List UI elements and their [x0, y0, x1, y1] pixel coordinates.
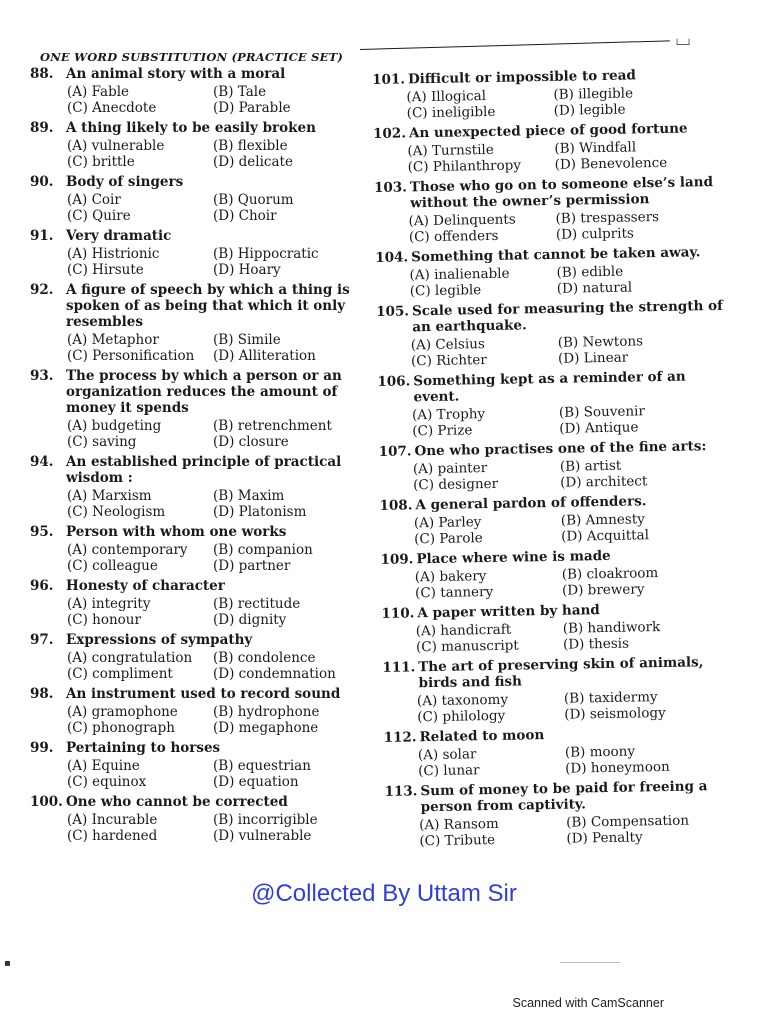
question-number: 100.	[30, 794, 63, 810]
question-item	[382, 654, 739, 726]
question-number: 88.	[30, 66, 54, 82]
question-text: Place where wine is made	[416, 547, 611, 568]
answer-option: (A) Fable	[67, 84, 130, 100]
question-item	[380, 546, 737, 602]
answer-option: (C) tannery	[414, 583, 494, 602]
question-number: 112.	[383, 729, 417, 746]
answer-options	[67, 596, 365, 628]
answer-option: (D) Benevolence	[554, 154, 668, 173]
answer-option: (B) Simile	[213, 332, 281, 348]
answer-option: (B) companion	[213, 542, 313, 558]
answer-option: (D) condemnation	[213, 666, 336, 682]
question-line	[30, 282, 365, 330]
answer-option: (C) equinox	[67, 774, 147, 790]
question-item	[30, 174, 365, 224]
question-line	[30, 740, 365, 756]
corner-mark: └─┘	[674, 40, 693, 51]
answer-options	[419, 812, 742, 850]
answer-option: (A) Marxism	[67, 488, 152, 504]
question-text: The process by which a person or an organization reduces the amount of money it spends	[66, 368, 342, 416]
answer-options	[414, 510, 737, 548]
answer-options	[416, 618, 739, 656]
question-number: 92.	[30, 282, 54, 298]
answer-option: (D) Linear	[557, 349, 629, 367]
answer-option: (C) Neologism	[67, 504, 166, 520]
answer-option: (A) taxonomy	[416, 691, 509, 710]
question-line	[377, 368, 734, 406]
answer-option: (B) cloakroom	[561, 565, 659, 583]
answer-option: (C) manuscript	[415, 637, 519, 656]
question-number: 91.	[30, 228, 54, 244]
answer-option: (B) equestrian	[213, 758, 311, 774]
scan-artifact-line	[560, 962, 620, 963]
question-line	[30, 794, 365, 810]
question-number: 106.	[377, 373, 411, 390]
answer-option: (B) condolence	[213, 650, 316, 666]
answer-option: (A) Incurable	[67, 812, 158, 828]
question-line	[30, 578, 365, 594]
answer-options	[418, 742, 741, 780]
answer-options	[67, 332, 365, 364]
answer-option: (D) Platonism	[213, 504, 307, 520]
question-item	[30, 524, 365, 574]
question-number: 111.	[382, 659, 416, 676]
question-item	[30, 632, 365, 682]
answer-option: (D) megaphone	[213, 720, 319, 736]
question-item	[381, 600, 738, 656]
answer-option: (D) Antique	[559, 419, 639, 437]
answer-option: (B) retrenchment	[213, 418, 332, 434]
answer-options	[407, 138, 730, 176]
question-line	[30, 686, 365, 702]
answer-option: (A) inalienable	[409, 265, 510, 284]
answer-option: (D) vulnerable	[213, 828, 312, 844]
answer-option: (C) Prize	[412, 422, 473, 440]
answer-option: (B) edible	[556, 263, 624, 281]
answer-options	[412, 402, 735, 440]
answer-option: (D) delicate	[213, 154, 293, 170]
question-text: Person with whom one works	[66, 524, 287, 540]
answer-option: (B) Newtons	[557, 333, 644, 351]
question-number: 93.	[30, 368, 54, 384]
answer-option: (A) handicraft	[415, 621, 512, 640]
answer-option: (B) illegible	[553, 85, 634, 103]
question-text: A thing likely to be easily broken	[66, 120, 316, 136]
question-text: Scale used for measuring the strength of an earthquake.	[411, 297, 724, 336]
answer-option: (A) Turnstile	[407, 141, 494, 160]
answer-option: (C) saving	[67, 434, 137, 450]
title-rule	[360, 40, 670, 50]
answer-option: (B) handiwork	[562, 619, 661, 637]
question-number: 103.	[373, 179, 408, 196]
question-line	[30, 632, 365, 648]
question-text: Something kept as a reminder of an event.	[413, 368, 686, 406]
question-number: 99.	[30, 740, 54, 756]
left-question-column	[30, 66, 365, 848]
question-number: 94.	[30, 454, 54, 470]
answer-option: (A) Ransom	[419, 815, 499, 834]
question-item	[30, 740, 365, 790]
question-line	[30, 66, 365, 82]
question-number: 102.	[372, 125, 407, 142]
answer-option: (B) Hippocratic	[213, 246, 319, 262]
answer-options	[67, 542, 365, 574]
question-number: 90.	[30, 174, 54, 190]
answer-option: (A) Delinquents	[408, 211, 516, 230]
question-item	[375, 244, 732, 300]
answer-options	[67, 138, 365, 170]
answer-option: (D) Parable	[213, 100, 291, 116]
answer-option: (B) incorrigible	[213, 812, 318, 828]
question-line	[382, 654, 739, 692]
answer-option: (A) Histrionic	[67, 246, 160, 262]
page-title: ONE WORD SUBSTITUTION (PRACTICE SET)	[40, 50, 343, 64]
question-item	[30, 228, 365, 278]
answer-option: (C) lunar	[418, 762, 480, 780]
question-number: 89.	[30, 120, 54, 136]
answer-options	[67, 758, 365, 790]
question-line	[384, 778, 741, 816]
answer-option: (A) Parley	[413, 514, 482, 532]
answer-option: (D) honeymoon	[565, 758, 670, 777]
answer-option: (B) Compensation	[565, 812, 690, 831]
answer-option: (B) rectitude	[213, 596, 301, 612]
answer-option: (D) architect	[560, 473, 648, 491]
question-text: Difficult or impossible to read	[407, 67, 636, 88]
answer-option: (C) legible	[409, 282, 482, 300]
answer-option: (A) Metaphor	[67, 332, 159, 348]
question-text: An instrument used to record sound	[66, 686, 341, 702]
question-text: Pertaining to horses	[66, 740, 221, 756]
answer-option: (A) integrity	[67, 596, 151, 612]
answer-option: (C) Anecdote	[67, 100, 157, 116]
answer-option: (A) Illogical	[406, 88, 487, 106]
question-line	[30, 228, 365, 244]
question-text: Honesty of character	[66, 578, 225, 594]
question-number: 107.	[378, 443, 412, 460]
question-text: One who practises one of the fine arts:	[414, 438, 707, 460]
question-item	[373, 120, 730, 176]
answer-option: (B) Tale	[213, 84, 267, 100]
answer-options	[67, 192, 365, 224]
question-item	[378, 438, 735, 494]
question-text: The art of preserving skin of animals, birds and fish	[418, 654, 704, 692]
question-line	[374, 174, 731, 212]
question-line	[30, 524, 365, 540]
question-number: 95.	[30, 524, 54, 540]
answer-option: (B) Souvenir	[558, 403, 646, 421]
answer-option: (C) offenders	[408, 227, 499, 246]
answer-option: (C) brittle	[67, 154, 135, 170]
answer-option: (C) honour	[67, 612, 141, 628]
answer-option: (D) seismology	[564, 704, 666, 723]
answer-option: (D) equation	[213, 774, 299, 790]
question-line	[30, 120, 365, 136]
question-number: 97.	[30, 632, 54, 648]
question-text: Sum of money to be paid for freeing a person from captivity.	[420, 778, 708, 816]
question-number: 108.	[379, 497, 413, 514]
question-text: Expressions of sympathy	[66, 632, 253, 648]
answer-option: (B) artist	[559, 457, 622, 475]
question-text: A general pardon of offenders.	[415, 493, 647, 514]
question-line	[30, 454, 365, 486]
scan-artifact-dot: ▪	[4, 958, 11, 969]
answer-option: (C) Philanthropy	[407, 157, 522, 176]
answer-option: (A) painter	[412, 460, 488, 478]
answer-option: (B) Amnesty	[560, 511, 645, 529]
answer-option: (C) Richter	[410, 352, 487, 370]
question-number: 113.	[384, 783, 418, 800]
answer-option: (C) Quire	[67, 208, 131, 224]
answer-options	[409, 262, 732, 300]
answer-options	[415, 564, 738, 602]
question-number: 96.	[30, 578, 54, 594]
question-text: Very dramatic	[66, 228, 172, 244]
question-item	[384, 778, 741, 850]
answer-option: (B) Windfall	[554, 139, 637, 157]
question-text: An animal story with a moral	[66, 66, 286, 82]
answer-option: (D) brewery	[561, 581, 645, 599]
answer-options	[67, 812, 365, 844]
answer-option: (D) Hoary	[213, 262, 281, 278]
scanner-footer: Scanned with CamScanner	[512, 996, 664, 1010]
answer-option: (A) budgeting	[67, 418, 162, 434]
question-item	[30, 368, 365, 450]
answer-option: (D) Alliteration	[213, 348, 316, 364]
question-item	[30, 794, 365, 844]
answer-option: (D) closure	[213, 434, 289, 450]
answer-option: (C) Tribute	[419, 831, 496, 850]
answer-option: (A) Trophy	[411, 406, 486, 424]
answer-option: (C) Parole	[414, 530, 483, 548]
question-text: Related to moon	[419, 727, 545, 746]
answer-option: (B) Quorum	[213, 192, 294, 208]
answer-option: (C) philology	[417, 707, 506, 726]
answer-option: (D) partner	[213, 558, 291, 574]
question-item	[30, 120, 365, 170]
answer-options	[406, 84, 729, 122]
answer-option: (C) compliment	[67, 666, 173, 682]
answer-option: (A) Equine	[67, 758, 140, 774]
answer-option: (C) phonograph	[67, 720, 175, 736]
question-item	[30, 282, 365, 364]
answer-option: (D) culprits	[555, 225, 634, 243]
answer-option: (B) hydrophone	[213, 704, 320, 720]
question-number: 104.	[375, 249, 409, 266]
answer-options	[67, 704, 365, 736]
answer-options	[67, 246, 365, 278]
question-number: 110.	[381, 605, 415, 622]
answer-option: (A) bakery	[414, 568, 487, 586]
question-item	[377, 368, 734, 440]
question-line	[30, 174, 365, 190]
answer-options	[408, 208, 731, 246]
answer-option: (A) Celsius	[410, 336, 485, 354]
answer-options	[417, 688, 740, 726]
question-text: Those who go on to someone else’s land without the owner’s permission	[409, 174, 714, 212]
answer-options	[67, 488, 365, 520]
answer-option: (B) taxidermy	[563, 689, 658, 707]
question-item	[374, 174, 731, 246]
answer-option: (A) vulnerable	[67, 138, 165, 154]
question-item	[30, 66, 365, 116]
answer-options	[67, 650, 365, 682]
question-number: 98.	[30, 686, 54, 702]
question-item	[30, 578, 365, 628]
question-text: A paper written by hand	[417, 602, 600, 622]
answer-option: (C) ineligible	[406, 103, 496, 122]
answer-option: (C) hardened	[67, 828, 158, 844]
answer-option: (A) contemporary	[67, 542, 188, 558]
answer-options	[413, 456, 736, 494]
answer-option: (D) Choir	[213, 208, 277, 224]
question-line	[30, 368, 365, 416]
answer-options	[67, 418, 365, 450]
answer-options	[411, 332, 734, 370]
answer-option: (A) congratulation	[67, 650, 193, 666]
answer-option: (D) legible	[553, 101, 626, 119]
answer-option: (A) gramophone	[67, 704, 178, 720]
answer-option: (B) moony	[564, 743, 636, 761]
question-line	[376, 298, 733, 336]
answer-option: (C) Personification	[67, 348, 195, 364]
question-text: An established principle of practical wisdom :	[66, 454, 342, 486]
question-item	[379, 492, 736, 548]
watermark-text: @Collected By Uttam Sir	[251, 880, 517, 907]
right-question-column	[372, 66, 742, 854]
question-item	[383, 724, 740, 780]
question-item	[372, 66, 729, 122]
question-text: One who cannot be corrected	[66, 794, 288, 810]
answer-option: (D) natural	[556, 279, 633, 297]
answer-option: (B) Maxim	[213, 488, 285, 504]
question-item	[30, 686, 365, 736]
answer-options	[67, 84, 365, 116]
question-item	[30, 454, 365, 520]
question-number: 109.	[380, 551, 414, 568]
question-text: An unexpected piece of good fortune	[408, 120, 688, 142]
answer-option: (A) solar	[417, 746, 477, 764]
answer-option: (B) trespassers	[555, 209, 660, 227]
answer-option: (D) Acquittal	[561, 527, 650, 545]
answer-option: (D) thesis	[562, 635, 630, 653]
answer-option: (C) designer	[413, 475, 499, 494]
answer-option: (D) dignity	[213, 612, 287, 628]
question-number: 105.	[376, 303, 410, 320]
question-item	[376, 298, 733, 370]
question-number: 101.	[372, 71, 406, 88]
answer-option: (B) flexible	[213, 138, 288, 154]
question-text: A figure of speech by which a thing is spoken of as being that which it only resembles	[66, 282, 350, 330]
answer-option: (D) Penalty	[566, 829, 643, 847]
answer-option: (C) colleague	[67, 558, 158, 574]
answer-option: (A) Coir	[67, 192, 121, 208]
question-text: Body of singers	[66, 174, 184, 190]
question-text: Something that cannot be taken away.	[410, 244, 701, 266]
answer-option: (C) Hirsute	[67, 262, 144, 278]
